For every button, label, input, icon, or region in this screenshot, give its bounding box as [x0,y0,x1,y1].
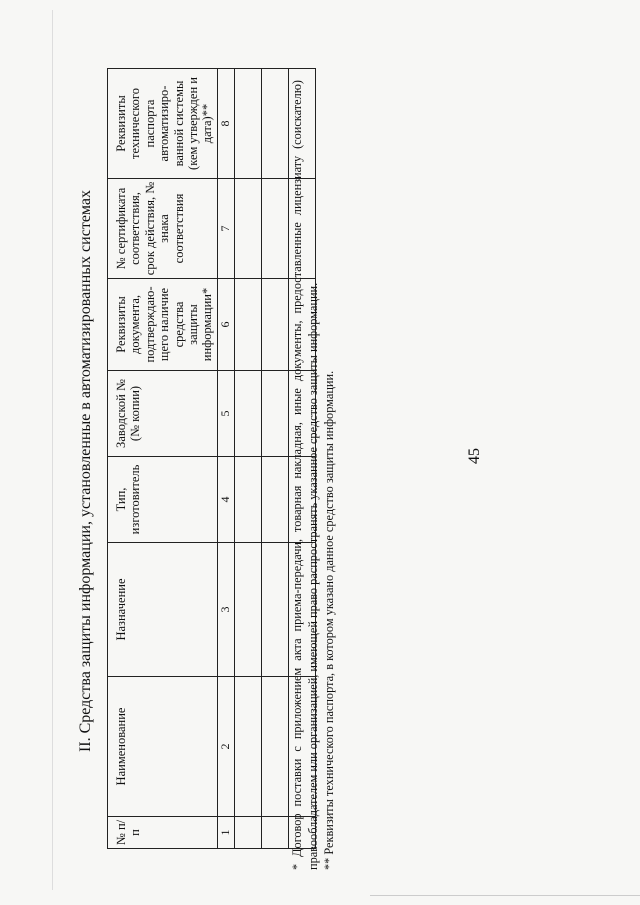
table-cell [234,69,261,179]
table-cell [234,543,261,677]
column-number: 3 [217,543,234,677]
column-number: 1 [217,817,234,849]
scan-edge [370,895,640,896]
table-cell [261,279,288,371]
footnote-1: * Договор поставки с приложением акта приема-передачи, товарная накладная, иные документы, предоставленные лицензиату (соискателю) правообладателем или организацией, имеющей право распространять указанное средство защиты информации. [290,80,320,870]
page-number: 45 [466,448,483,464]
table-cell [261,371,288,457]
column-number-row [217,69,234,849]
table-header-row [108,69,218,849]
footnote-2: ** Реквизиты технического паспорта, в котором указано данное средство защиты информации. [321,370,336,870]
table-cell [234,371,261,457]
table-cell [234,677,261,817]
column-number: 7 [217,179,234,279]
table-cell [234,179,261,279]
section-title: II. Средства защиты информации, установленные в автоматизированных системах [77,189,94,753]
header-cell: № п/п [108,817,218,849]
table-row [234,69,261,849]
header-cell: № сертификата соответствия, срок действия, № знака соответствия [108,179,218,279]
table-cell [261,817,288,849]
table-cell [234,457,261,543]
table-row [261,69,288,849]
header-cell: Реквизиты технического паспорта автоматизиро-ванной системы (кем утвержден и дата)** [108,69,218,179]
header-cell: Назначение [108,543,218,677]
table-cell [261,179,288,279]
header-cell: Тип, изготовитель [108,457,218,543]
table-container [107,69,287,849]
header-cell: Заводской № (№ копии) [108,371,218,457]
column-number: 2 [217,677,234,817]
header-cell: Реквизиты документа, подтверждаю-щего наличие средства защиты информации* [108,279,218,371]
scan-edge [52,10,53,890]
header-cell: Наименование [108,677,218,817]
table-cell [234,279,261,371]
table-cell [261,677,288,817]
table-cell [261,457,288,543]
footnotes [290,80,360,870]
table-cell [261,69,288,179]
column-number: 8 [217,69,234,179]
table-cell [261,543,288,677]
column-number: 4 [217,457,234,543]
table-cell [234,817,261,849]
column-number: 6 [217,279,234,371]
protection-means-table [107,68,316,849]
column-number: 5 [217,371,234,457]
